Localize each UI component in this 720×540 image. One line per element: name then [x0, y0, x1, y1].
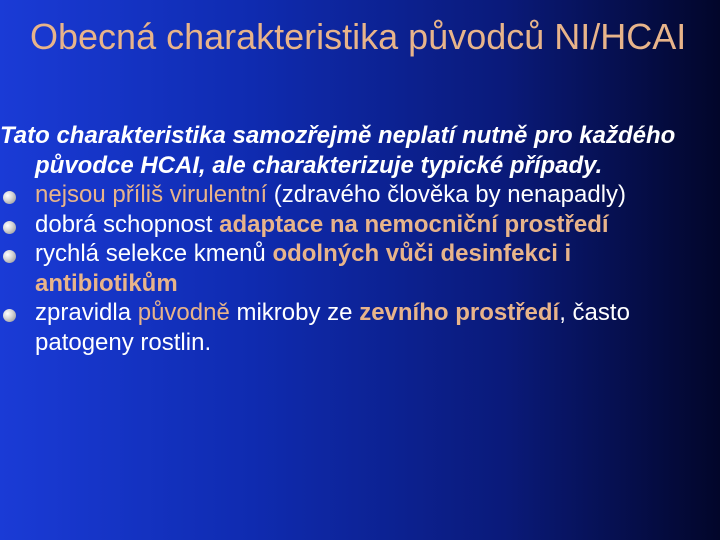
bullet-dot-icon [3, 309, 16, 322]
bullet-item-origin [0, 298, 712, 357]
bullet-text-segment: původně [137, 299, 230, 326]
bullet-text-segment: desinfekci i antibiotikům [35, 240, 572, 297]
slide-title: Obecná charakteristika původců NI/HCAI [30, 16, 687, 57]
bullet-dot-icon [3, 250, 16, 263]
bullet-dot-icon [3, 191, 16, 204]
bullet-text-segment: mikroby ze [229, 299, 360, 326]
bullet-text-segment: zpravidla [35, 299, 138, 326]
bullet-item-virulence [0, 180, 712, 210]
bullet-text-segment: příliš virulentní [112, 181, 268, 208]
slide-body [0, 121, 712, 357]
bullet-item-selection [0, 239, 712, 298]
bullet-text-segment: adaptace na nemocniční prostředí [219, 210, 609, 238]
bullet-text-segment: , často patogeny rostlin. [35, 299, 630, 356]
bullet-item-adaptation [0, 210, 712, 240]
bullet-text-segment: zevního prostředí [359, 299, 560, 326]
bullet-dot-icon [3, 221, 16, 234]
bullet-text-segment: odolných vůči [272, 240, 434, 267]
bullet-text-segment: rychlá selekce kmenů [35, 240, 273, 267]
bullet-text-segment: dobrá schopnost [35, 210, 220, 238]
intro-paragraph: Tato charakteristika samozřejmě neplatí nutně pro každého původce HCAI, ale charakterizuje typické případy. [0, 122, 676, 179]
bullet-text-segment: nejsou [35, 181, 106, 208]
bullet-text-segment: (zdravého člověka by nenapadly) [267, 181, 627, 208]
